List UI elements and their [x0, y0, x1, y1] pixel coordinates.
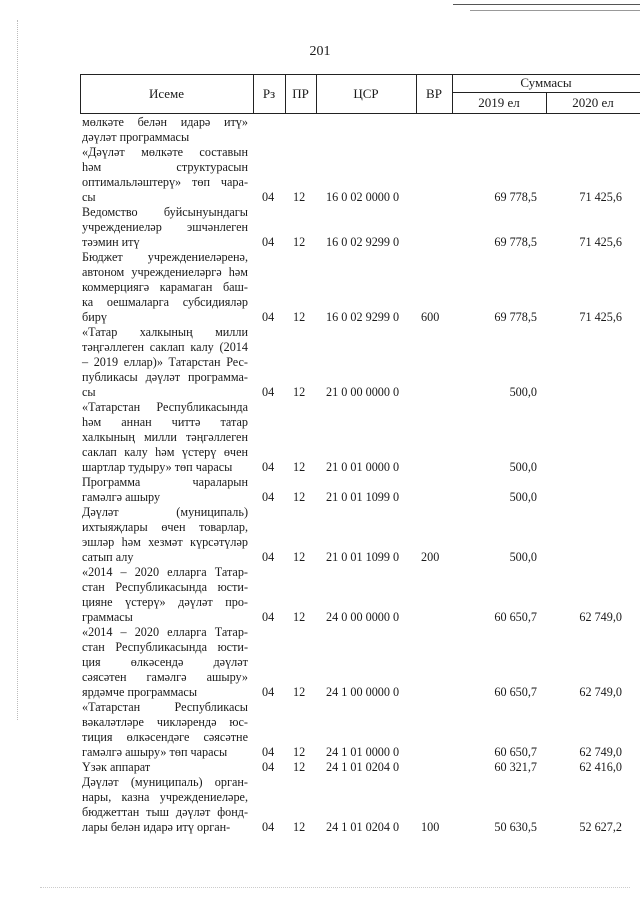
row-name [82, 115, 248, 145]
table-row [0, 325, 640, 400]
row-pr: 12 [293, 760, 306, 774]
row-pr: 12 [293, 685, 306, 699]
row-name-line: ихтыяҗлары өчен товарлар, [82, 520, 248, 534]
row-name-line: коммерциягә карамаган баш- [82, 280, 248, 294]
row-name-line: гамәлгә ашыру [82, 490, 161, 504]
table-row [0, 475, 640, 505]
row-name-line: сы [82, 385, 96, 399]
row-name-line: учреждениеләр эшчәнлеген [82, 220, 248, 234]
header-vr: ВР [426, 86, 442, 101]
row-name [82, 475, 248, 505]
row-sum-2019: 69 778,5 [494, 190, 537, 204]
row-sum-2020: 71 425,6 [579, 190, 622, 204]
row-name [82, 775, 248, 835]
row-sum-2019: 69 778,5 [494, 310, 537, 324]
row-name-line: цияне үстерү» дәүләт про- [82, 595, 248, 609]
table-row [0, 625, 640, 700]
row-name-line: Дәүләт (муниципаль) орган- [82, 775, 248, 789]
row-name-line: Ведомство буйсынуындагы [82, 205, 248, 219]
row-name-line: шартлар тудыру» төп чарасы [82, 460, 233, 474]
row-name [82, 250, 248, 325]
row-rz: 04 [262, 385, 275, 399]
row-csr: 21 0 01 0000 0 [326, 460, 400, 474]
table-row [0, 145, 640, 205]
row-sum-2019: 60 321,7 [494, 760, 537, 774]
row-name-line: Программа чараларын [82, 475, 248, 489]
row-pr: 12 [293, 235, 306, 249]
row-sum-2020: 62 749,0 [579, 685, 622, 699]
row-name-line: «2014 – 2020 елларга Татар- [82, 565, 248, 579]
row-name-line: стан Республикасында юсти- [82, 640, 248, 654]
table-row [0, 565, 640, 625]
row-name-line: граммасы [82, 610, 133, 624]
row-rz: 04 [262, 760, 275, 774]
row-name-line: сатып алу [82, 550, 134, 564]
row-name-line: Дәүләт (муниципаль) [82, 505, 248, 519]
header-name: Исеме [148, 86, 185, 101]
row-sum-2020: 62 749,0 [579, 745, 622, 759]
row-name-line: дәүләт программасы [82, 130, 190, 144]
row-name-line: оптимальләштерү» төп чара- [82, 175, 248, 189]
table-row [0, 505, 640, 565]
row-rz: 04 [262, 460, 275, 474]
row-csr: 16 0 02 0000 0 [326, 190, 400, 204]
row-pr: 12 [293, 190, 306, 204]
header-2020: 2020 ел [572, 95, 614, 110]
row-name-line: публикасы дәүләт программа- [82, 370, 248, 384]
row-csr: 24 1 01 0000 0 [326, 745, 400, 759]
row-name-line: «Татарстан Республикасы [82, 700, 248, 714]
row-name-line: бюджеттан тыш дәүләт фонд- [82, 805, 248, 819]
row-sum-2019: 69 778,5 [494, 235, 537, 249]
row-name [82, 760, 248, 775]
row-rz: 04 [262, 235, 275, 249]
header-sums: Суммасы [520, 75, 572, 90]
table-row [0, 205, 640, 250]
row-csr: 21 0 01 1099 0 [326, 550, 400, 564]
row-sum-2019: 500,0 [509, 490, 537, 504]
row-name-line: сы [82, 190, 96, 204]
row-pr: 12 [293, 460, 306, 474]
row-name [82, 505, 248, 565]
table-header [80, 74, 640, 114]
row-rz: 04 [262, 490, 275, 504]
table-row [0, 760, 640, 775]
row-pr: 12 [293, 820, 306, 834]
row-vr: 200 [421, 550, 440, 564]
row-sum-2020: 71 425,6 [579, 235, 622, 249]
table-row [0, 775, 640, 835]
table-row [0, 700, 640, 760]
row-rz: 04 [262, 190, 275, 204]
row-sum-2019: 50 630,5 [494, 820, 537, 834]
row-name [82, 325, 248, 400]
row-csr: 16 0 02 9299 0 [326, 310, 400, 324]
table-row [0, 400, 640, 475]
row-name-line: сәясәтен гамәлгә ашыру» [82, 670, 248, 684]
row-name-line: «Татарстан Республикасында [82, 400, 248, 414]
row-csr: 24 1 01 0204 0 [326, 760, 400, 774]
row-rz: 04 [262, 610, 275, 624]
table-row [0, 115, 640, 145]
row-pr: 12 [293, 745, 306, 759]
row-name [82, 700, 248, 760]
row-sum-2019: 500,0 [509, 460, 537, 474]
row-pr: 12 [293, 610, 306, 624]
row-name-line: ярдәмче программасы [82, 685, 198, 699]
row-pr: 12 [293, 550, 306, 564]
row-name-line: мөлкәте белән идарә итү» [82, 115, 248, 129]
header-pr: ПР [292, 86, 309, 101]
row-name-line: саклап калу һәм үстерү өчен [82, 445, 248, 459]
row-name-line: тәңгәллеген саклап калу (2014 [82, 340, 248, 354]
page-number: 201 [309, 44, 331, 59]
row-name-line: һәм аннан читтә татар [82, 415, 248, 429]
row-name-line: эшләр һәм хезмәт күрсәтүләр [82, 535, 248, 549]
row-sum-2019: 60 650,7 [494, 685, 537, 699]
row-rz: 04 [262, 310, 275, 324]
row-sum-2020: 62 749,0 [579, 610, 622, 624]
row-rz: 04 [262, 820, 275, 834]
row-csr: 21 0 01 1099 0 [326, 490, 400, 504]
row-pr: 12 [293, 385, 306, 399]
row-name-line: гамәлгә ашыру» төп чарасы [82, 745, 228, 759]
row-csr: 24 1 00 0000 0 [326, 685, 400, 699]
row-name-line: – 2019 еллар)» Татарстан Рес- [82, 355, 248, 369]
row-name-line: ция өлкәсендә дәүләт [82, 655, 248, 669]
row-name-line: тиция өлкәсендәге сәясәтне [82, 730, 248, 744]
row-name-line: «2014 – 2020 елларга Татар- [82, 625, 248, 639]
row-sum-2019: 60 650,7 [494, 610, 537, 624]
top-rule-secondary [470, 10, 640, 11]
row-sum-2019: 60 650,7 [494, 745, 537, 759]
row-name-line: һәм структурасын [82, 160, 248, 174]
row-name-line: лары белән идарә итү орган- [82, 820, 231, 834]
row-name [82, 145, 248, 205]
header-2019: 2019 ел [478, 95, 520, 110]
row-vr: 600 [421, 310, 440, 324]
row-name-line: халкының милли тәңгәллеген [82, 430, 248, 444]
row-rz: 04 [262, 745, 275, 759]
row-name-line: автоном учреждениеләргә һәм [82, 265, 248, 279]
row-name-line: «Татар халкының милли [82, 325, 248, 339]
row-rz: 04 [262, 550, 275, 564]
row-name [82, 625, 248, 700]
row-csr: 24 0 00 0000 0 [326, 610, 400, 624]
row-name-line: нары, казна учреждениеләре, [82, 790, 248, 804]
header-csr: ЦСР [353, 86, 379, 101]
row-csr: 16 0 02 9299 0 [326, 235, 400, 249]
row-name-line: вәкаләтләре чикләрендә юс- [82, 715, 248, 729]
row-pr: 12 [293, 490, 306, 504]
row-name [82, 565, 248, 625]
row-csr: 24 1 01 0204 0 [326, 820, 400, 834]
row-csr: 21 0 00 0000 0 [326, 385, 400, 399]
row-sum-2020: 62 416,0 [579, 760, 622, 774]
row-sum-2019: 500,0 [509, 550, 537, 564]
top-rule [453, 4, 640, 5]
row-name-line: «Дәүләт мөлкәте составын [82, 145, 248, 159]
row-name [82, 205, 248, 250]
row-name-line: бирү [82, 310, 107, 324]
row-vr: 100 [421, 820, 440, 834]
row-pr: 12 [293, 310, 306, 324]
header-rz: Рз [262, 86, 276, 101]
row-rz: 04 [262, 685, 275, 699]
row-sum-2020: 52 627,2 [579, 820, 622, 834]
row-name [82, 400, 248, 475]
bottom-scan-marks [40, 887, 630, 888]
row-name-line: Үзәк аппарат [82, 760, 151, 774]
row-name-line: тәэмин итү [82, 235, 140, 249]
row-name-line: стан Республикасында юсти- [82, 580, 248, 594]
row-sum-2020: 71 425,6 [579, 310, 622, 324]
table-row [0, 250, 640, 325]
row-sum-2019: 500,0 [509, 385, 537, 399]
row-name-line: ка оешмаларга субсидияләр [82, 295, 248, 309]
row-name-line: Бюджет учреждениеләренә, [82, 250, 248, 264]
